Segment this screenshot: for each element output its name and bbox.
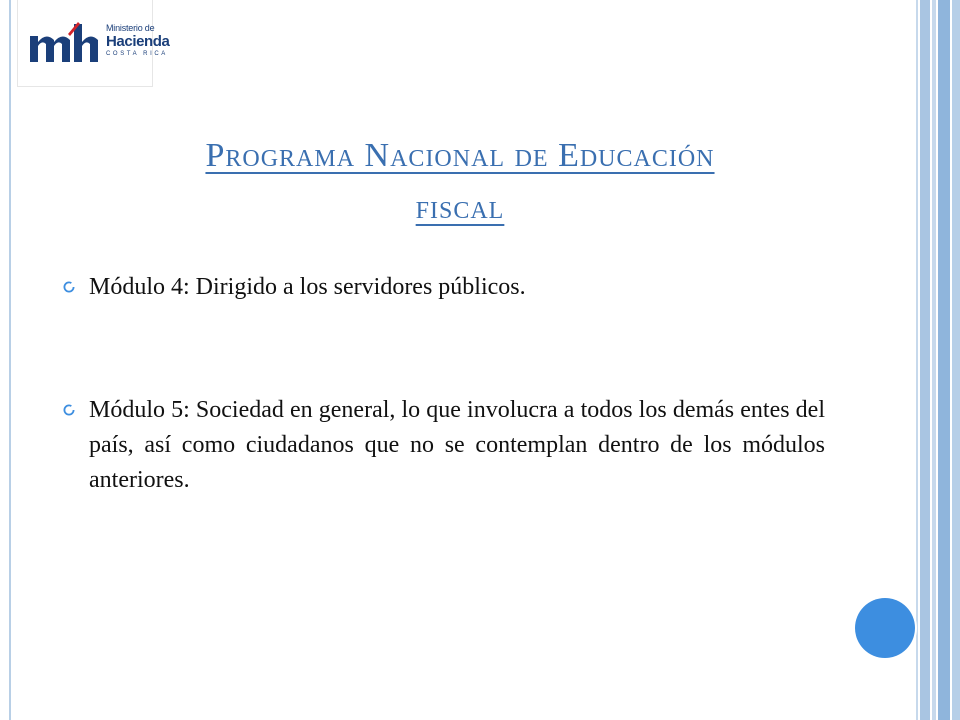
- slide-title: [60, 130, 860, 234]
- logo-line-country: COSTA RICA: [106, 51, 168, 57]
- accent-circle: [855, 598, 915, 658]
- bullet-list: [60, 270, 825, 498]
- decorative-bar: [932, 0, 936, 720]
- decorative-bar: [938, 0, 950, 720]
- bullet-ring-icon: [63, 404, 75, 416]
- logo-line-ministerio: Ministerio de: [106, 23, 155, 33]
- left-border-line: [9, 0, 11, 720]
- title-line-2: fiscal: [415, 189, 505, 226]
- title-line-1: Programa Nacional de Educación: [205, 137, 715, 174]
- bullet-item: [60, 270, 825, 305]
- ministerio-hacienda-logo: [17, 0, 170, 87]
- logo-wordmark: [106, 24, 170, 57]
- bullet-text-modulo-4: Módulo 4: Dirigido a los servidores públicos.: [89, 274, 526, 300]
- logo-line-hacienda: Hacienda: [106, 33, 170, 50]
- right-decorative-bars: [916, 0, 960, 720]
- decorative-bar: [916, 0, 918, 720]
- mh-logo-mark-icon: [28, 20, 104, 66]
- bullet-item: [60, 393, 825, 498]
- bullet-ring-icon: [63, 281, 75, 293]
- decorative-bar: [952, 0, 960, 720]
- bullet-text-modulo-5: Módulo 5: Sociedad en general, lo que involucra a todos los demás entes del país, así como ciudadanos que no se contemplan dentro de los módulos anteriores.: [89, 397, 825, 493]
- decorative-bar: [920, 0, 930, 720]
